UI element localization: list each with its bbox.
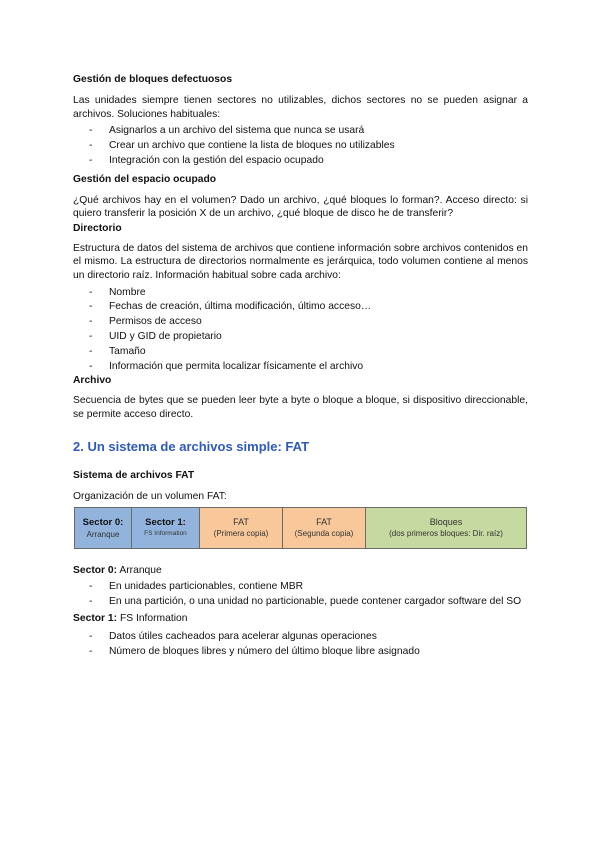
bad-blocks-list xyxy=(73,124,528,168)
sector1-cell xyxy=(131,507,200,549)
blocks-cell-title: Bloques xyxy=(429,517,463,528)
fat2-cell-sub: (Segunda copia) xyxy=(294,529,354,539)
directory-list xyxy=(73,286,528,375)
file-text: Secuencia de bytes que se pueden leer byte a byte o bloque a bloque, si dispositivo direccionable, se permite acceso directo. xyxy=(73,395,528,420)
sector1-value: FS Information xyxy=(117,613,188,625)
directory-text: Estructura de datos del sistema de archivos que contiene información sobre archivos contenidos en el mismo. La estructura de directorios normalmente es jerárquica, todo volumen contiene al menos un directorio raíz. Información habitual sobre cada archivo: xyxy=(73,242,528,281)
fat-volume-diagram xyxy=(74,507,528,549)
list-item: - Nombre xyxy=(73,286,528,301)
sector0-list xyxy=(73,580,528,610)
sector0-cell-sub: Arranque xyxy=(86,529,120,539)
bad-blocks-text: Las unidades siempre tienen sectores no utilizables, dichos sectores no se pueden asignar a archivos. Soluciones habituales: xyxy=(73,95,528,120)
list-item: - Información que permita localizar físicamente el archivo xyxy=(73,360,528,375)
list-item: - En unidades particionables, contiene MBR xyxy=(73,580,528,595)
sector0-label: Sector 0: xyxy=(73,565,118,577)
list-item: - Fechas de creación, última modificación, último acceso… xyxy=(73,300,528,315)
document-page xyxy=(73,70,528,659)
list-item: - Datos útiles cacheados para acelerar algunas operaciones xyxy=(73,630,528,645)
fat2-cell-title: FAT xyxy=(316,517,332,528)
sector0-cell xyxy=(74,507,132,549)
sector1-list xyxy=(73,630,528,660)
fat-subheading: Sistema de archivos FAT xyxy=(73,469,195,481)
list-item: - UID y GID de propietario xyxy=(73,330,528,345)
fat1-cell xyxy=(199,507,283,549)
list-item: - Crear un archivo que contiene la lista de bloques no utilizables xyxy=(73,139,528,154)
sector0-cell-title: Sector 0: xyxy=(82,516,124,528)
occupied-space-heading: Gestión del espacio ocupado xyxy=(73,173,217,185)
directory-heading: Directorio xyxy=(73,222,122,234)
occupied-space-text: ¿Qué archivos hay en el volumen? Dado un archivo, ¿qué bloques lo forman?. Acceso directo: si quiero transferir la posición X de un archivo, ¿qué bloque de disco he de transferir? xyxy=(73,194,528,220)
fat2-cell xyxy=(282,507,366,549)
list-item: - Permisos de acceso xyxy=(73,315,528,330)
list-item: - Tamaño xyxy=(73,345,528,360)
sector1-heading xyxy=(73,612,528,626)
bad-blocks-heading: Gestión de bloques defectuosos xyxy=(73,74,233,85)
blocks-cell-sub: (dos primeros bloques: Dir. raíz) xyxy=(389,529,503,539)
file-heading: Archivo xyxy=(73,375,112,387)
list-item: - Número de bloques libres y número del último bloque libre asignado xyxy=(73,645,528,660)
fat1-cell-sub: (Primera copia) xyxy=(213,529,269,539)
list-item: - Integración con la gestión del espacio ocupado xyxy=(73,154,528,169)
fat-org-label: Organización de un volumen FAT: xyxy=(73,490,227,502)
section-title: 2. Un sistema de archivos simple: FAT xyxy=(73,438,310,454)
sector1-cell-sub: FS Information xyxy=(144,530,187,538)
fat1-cell-title: FAT xyxy=(233,517,249,528)
sector0-heading xyxy=(73,564,528,578)
list-item: - Asignarlos a un archivo del sistema que nunca se usará xyxy=(73,124,528,139)
sector0-value: Arranque xyxy=(117,565,162,577)
sector1-label: Sector 1: xyxy=(73,613,118,625)
blocks-cell xyxy=(365,507,527,549)
list-item: - En una partición, o una unidad no particionable, puede contener cargador software del SO xyxy=(73,595,528,610)
sector1-cell-title: Sector 1: xyxy=(145,517,186,529)
